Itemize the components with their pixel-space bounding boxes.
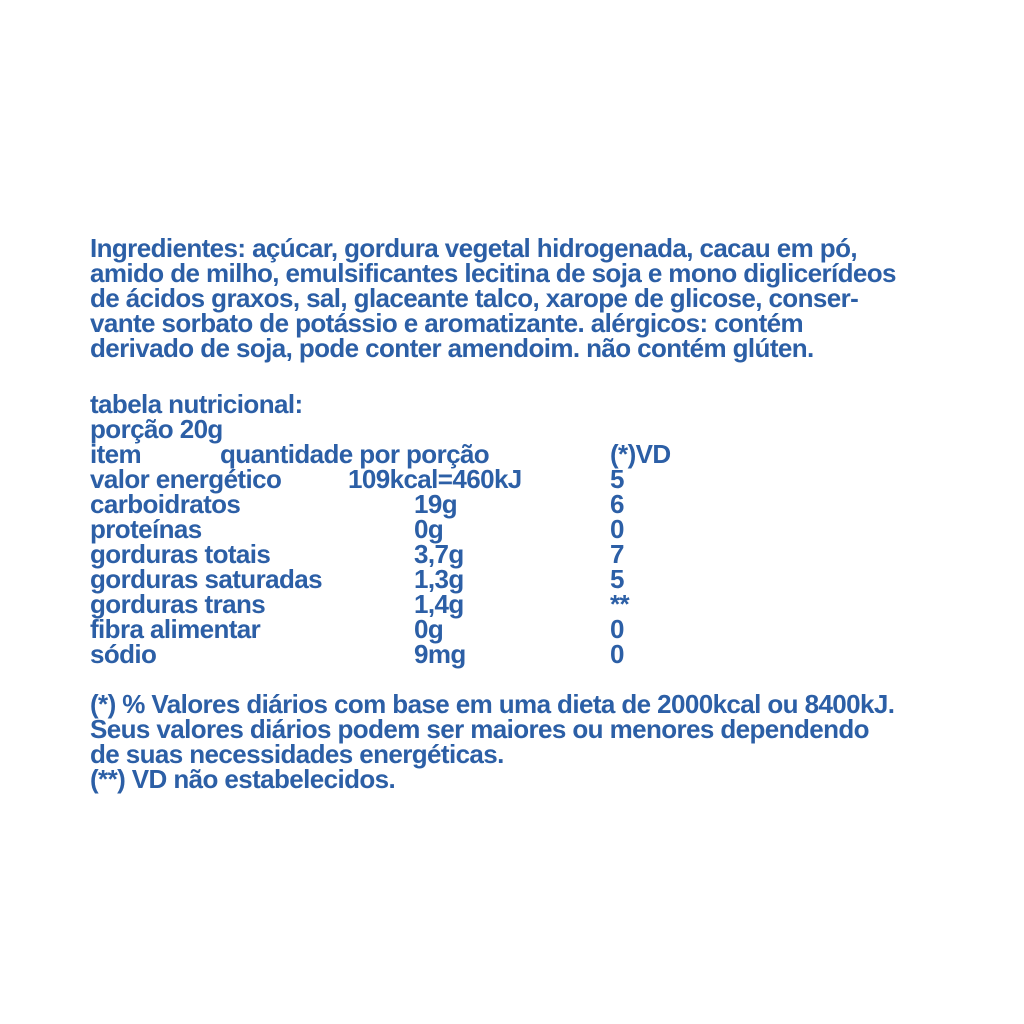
header-vd: (*)VD <box>610 439 671 469</box>
row-vd: 0 <box>610 639 624 669</box>
ingredients-line: de ácidos graxos, sal, glaceante talco, xarope de glicose, conser- <box>90 283 859 313</box>
ingredients-line: vante sorbato de potássio e aromatizante. alérgicos: contém <box>90 308 804 338</box>
row-item: carboidratos <box>90 489 241 519</box>
row-vd: 0 <box>610 514 624 544</box>
row-item: proteínas <box>90 514 202 544</box>
nutrition-table <box>90 389 950 669</box>
footnote-line: de suas necessidades energéticas. <box>90 739 504 769</box>
footnote-line: (**) VD não estabelecidos. <box>90 764 396 794</box>
ingredients-paragraph <box>90 233 950 363</box>
table-row <box>90 639 950 669</box>
table-row <box>90 489 950 519</box>
footnote-line: Seus valores diários podem ser maiores ou menores dependendo <box>90 714 869 744</box>
row-vd: ** <box>610 589 630 619</box>
row-item: fibra alimentar <box>90 614 261 644</box>
ingredients-line: amido de milho, emulsificantes lecitina de soja e mono diglicerídeos <box>90 258 896 288</box>
row-quantity: 3,7g <box>414 539 464 569</box>
row-item: valor energético <box>90 464 282 494</box>
nutrition-title: tabela nutricional: <box>90 389 303 419</box>
row-vd: 0 <box>610 614 624 644</box>
table-row <box>90 614 950 644</box>
row-quantity: 9mg <box>414 639 466 669</box>
row-quantity: 1,3g <box>414 564 464 594</box>
portion-size: porção 20g <box>90 414 223 444</box>
row-item: gorduras trans <box>90 589 266 619</box>
portion-row <box>90 414 950 444</box>
row-vd: 6 <box>610 489 624 519</box>
row-vd: 5 <box>610 464 624 494</box>
row-quantity: 109kcal=460kJ <box>348 464 522 494</box>
header-quantity: quantidade por porção <box>220 439 490 469</box>
row-item: gorduras saturadas <box>90 564 322 594</box>
row-vd: 5 <box>610 564 624 594</box>
ingredients-line: derivado de soja, pode conter amendoim. não contém glúten. <box>90 333 814 363</box>
row-vd: 7 <box>610 539 624 569</box>
footnote-line: (*) % Valores diários com base em uma dieta de 2000kcal ou 8400kJ. <box>90 689 895 719</box>
footnotes <box>90 689 950 794</box>
row-quantity: 0g <box>414 614 444 644</box>
ingredients-line: Ingredientes: açúcar, gordura vegetal hidrogenada, cacau em pó, <box>90 233 857 263</box>
row-quantity: 19g <box>414 489 458 519</box>
row-quantity: 1,4g <box>414 589 464 619</box>
header-item: item <box>90 439 142 469</box>
row-item: gorduras totais <box>90 539 271 569</box>
row-item: sódio <box>90 639 157 669</box>
row-quantity: 0g <box>414 514 444 544</box>
